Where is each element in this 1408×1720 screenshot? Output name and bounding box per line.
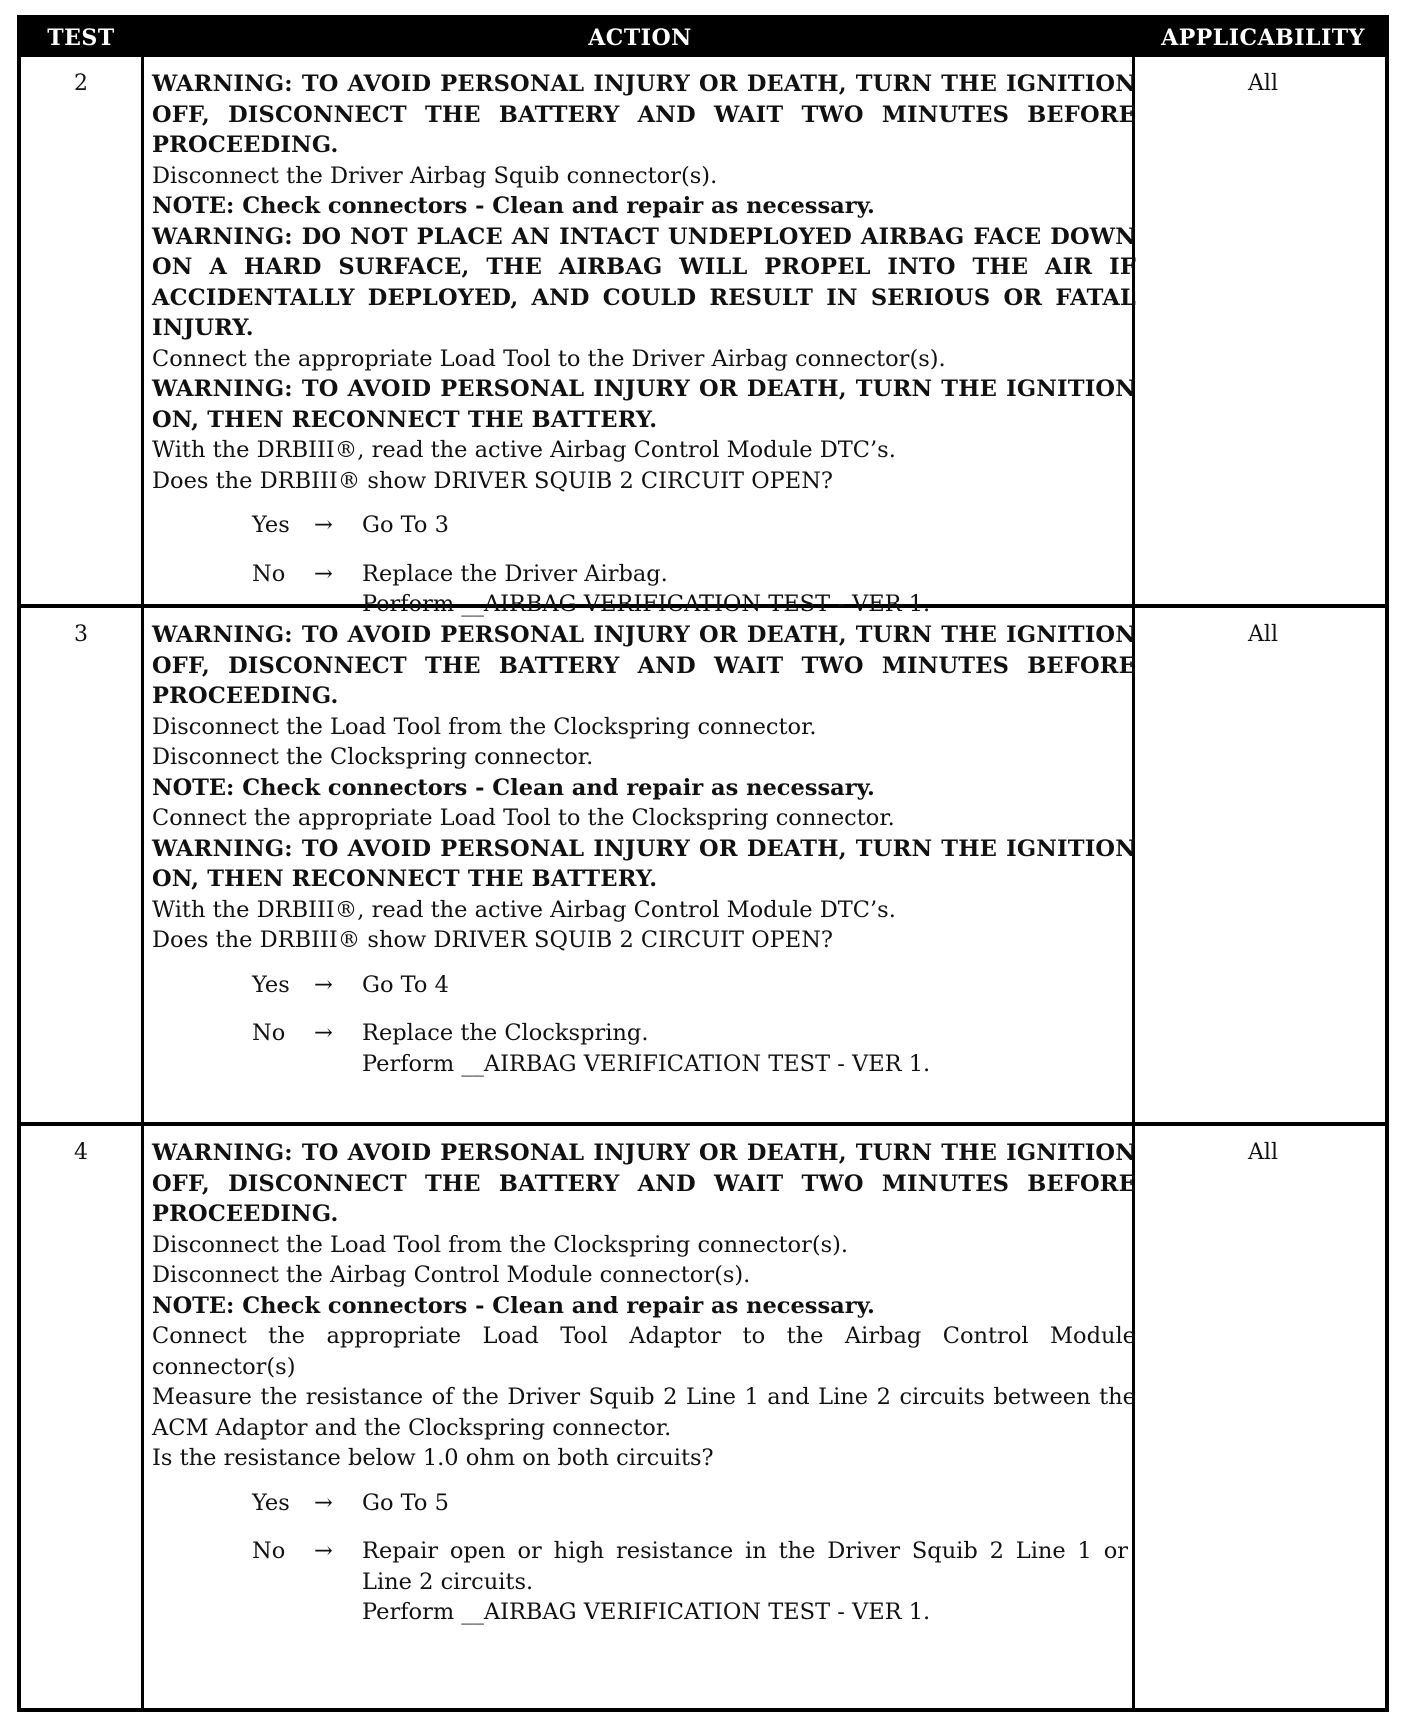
yes-action: Go To 4 xyxy=(362,971,449,998)
warning-text: WARNING: TO AVOID PERSONAL INJURY OR DEATH, TURN THE IGNITION OFF, DISCONNECT THE BATTERY AND WAIT TWO MINUTES BEFORE PROCEEDING. xyxy=(152,1140,1136,1227)
header-applicability: APPLICABILITY xyxy=(1161,25,1365,51)
no-label: No xyxy=(252,1020,286,1046)
yes-branch xyxy=(252,970,1136,1001)
warning-text: WARNING: TO AVOID PERSONAL INJURY OR DEATH, TURN THE IGNITION ON, THEN RECONNECT THE BATTERY. xyxy=(152,376,1136,433)
no-branch xyxy=(252,559,1136,620)
arrow-icon: → xyxy=(314,512,333,538)
yes-branch xyxy=(252,1488,1136,1519)
warning-text: WARNING: TO AVOID PERSONAL INJURY OR DEATH, TURN THE IGNITION ON, THEN RECONNECT THE BATTERY. xyxy=(152,835,1136,892)
no-label: No xyxy=(252,560,286,587)
table-header xyxy=(21,19,1385,57)
diagnostic-test-table xyxy=(17,15,1389,1712)
test-number: 4 xyxy=(74,1140,88,1165)
yes-action: Go To 3 xyxy=(362,512,449,538)
perform-instruction: Perform __AIRBAG VERIFICATION TEST - VER 1. xyxy=(362,591,931,617)
instruction-text: Connect the appropriate Load Tool to the Driver Airbag connector(s). xyxy=(152,345,946,372)
warning-text: WARNING: DO NOT PLACE AN INTACT UNDEPLOYED AIRBAG FACE DOWN ON A HARD SURFACE, THE AIRBAG WILL PROPEL INTO THE AIR IF ACCIDENTALLY DEPLOYED, AND COULD RESULT IN SERIOUS OR FATAL INJURY. xyxy=(152,223,1136,341)
arrow-icon: → xyxy=(314,1489,333,1516)
no-action: Repair open or high resistance in the Driver Squib 2 Line 1 or Line 2 circuits. xyxy=(362,1538,1128,1595)
instruction-text: Connect the appropriate Load Tool to the Clockspring connector. xyxy=(152,805,895,831)
instruction-text: Disconnect the Airbag Control Module connector(s). xyxy=(152,1262,751,1288)
action-cell xyxy=(152,1138,1136,1646)
note-text: NOTE: Check connectors - Clean and repair as necessary. xyxy=(152,193,875,219)
instruction-text: Disconnect the Load Tool from the Clockspring connector. xyxy=(152,713,817,740)
row-divider xyxy=(21,1122,1385,1126)
choice-list xyxy=(252,970,1136,1080)
no-action: Replace the Clockspring. xyxy=(362,1020,649,1046)
yes-branch xyxy=(252,510,1136,541)
warning-text: WARNING: TO AVOID PERSONAL INJURY OR DEATH, TURN THE IGNITION OFF, DISCONNECT THE BATTERY AND WAIT TWO MINUTES BEFORE PROCEEDING. xyxy=(152,71,1136,158)
instruction-text: Disconnect the Driver Airbag Squib connector(s). xyxy=(152,162,718,189)
no-label: No xyxy=(252,1538,286,1564)
applicability-value: All xyxy=(1248,71,1278,96)
instruction-text: Measure the resistance of the Driver Squib 2 Line 1 and Line 2 circuits between the ACM Adaptor and the Clockspring connector. xyxy=(152,1384,1136,1441)
instruction-text: Connect the appropriate Load Tool Adaptor to the Airbag Control Module connector(s) xyxy=(152,1323,1136,1380)
header-test: TEST xyxy=(47,25,115,51)
arrow-icon: → xyxy=(314,971,333,998)
instruction-text: Disconnect the Load Tool from the Clockspring connector(s). xyxy=(152,1231,849,1258)
column-divider xyxy=(141,57,144,1708)
yes-action: Go To 5 xyxy=(362,1489,449,1516)
no-branch xyxy=(252,1536,1136,1628)
test-number: 3 xyxy=(74,622,88,647)
arrow-icon: → xyxy=(314,1538,333,1564)
yes-label: Yes xyxy=(252,512,290,538)
note-text: NOTE: Check connectors - Clean and repair as necessary. xyxy=(152,774,875,801)
yes-label: Yes xyxy=(252,971,290,998)
instruction-text: Is the resistance below 1.0 ohm on both circuits? xyxy=(152,1445,714,1471)
arrow-icon: → xyxy=(314,1020,333,1046)
header-action: ACTION xyxy=(588,25,692,51)
instruction-text: Does the DRBIII® show DRIVER SQUIB 2 CIRCUIT OPEN? xyxy=(152,467,833,494)
yes-label: Yes xyxy=(252,1489,290,1516)
choice-list xyxy=(252,510,1136,620)
instruction-text: Disconnect the Clockspring connector. xyxy=(152,744,594,770)
arrow-icon: → xyxy=(314,560,333,587)
instruction-text: With the DRBIII®, read the active Airbag Control Module DTC’s. xyxy=(152,896,896,923)
warning-text: WARNING: TO AVOID PERSONAL INJURY OR DEATH, TURN THE IGNITION OFF, DISCONNECT THE BATTERY AND WAIT TWO MINUTES BEFORE PROCEEDING. xyxy=(152,622,1136,709)
applicability-value: All xyxy=(1248,622,1278,647)
perform-instruction: Perform __AIRBAG VERIFICATION TEST - VER 1. xyxy=(362,1599,931,1625)
test-number: 2 xyxy=(74,71,88,96)
instruction-text: Does the DRBIII® show DRIVER SQUIB 2 CIRCUIT OPEN? xyxy=(152,927,833,953)
no-action: Replace the Driver Airbag. xyxy=(362,560,668,587)
choice-list xyxy=(252,1488,1136,1628)
no-branch xyxy=(252,1018,1136,1079)
action-cell xyxy=(152,620,1136,1097)
action-cell xyxy=(152,69,1136,638)
perform-instruction: Perform __AIRBAG VERIFICATION TEST - VER 1. xyxy=(362,1050,931,1077)
instruction-text: With the DRBIII®, read the active Airbag Control Module DTC’s. xyxy=(152,437,896,463)
applicability-value: All xyxy=(1248,1140,1278,1165)
note-text: NOTE: Check connectors - Clean and repair as necessary. xyxy=(152,1292,875,1319)
